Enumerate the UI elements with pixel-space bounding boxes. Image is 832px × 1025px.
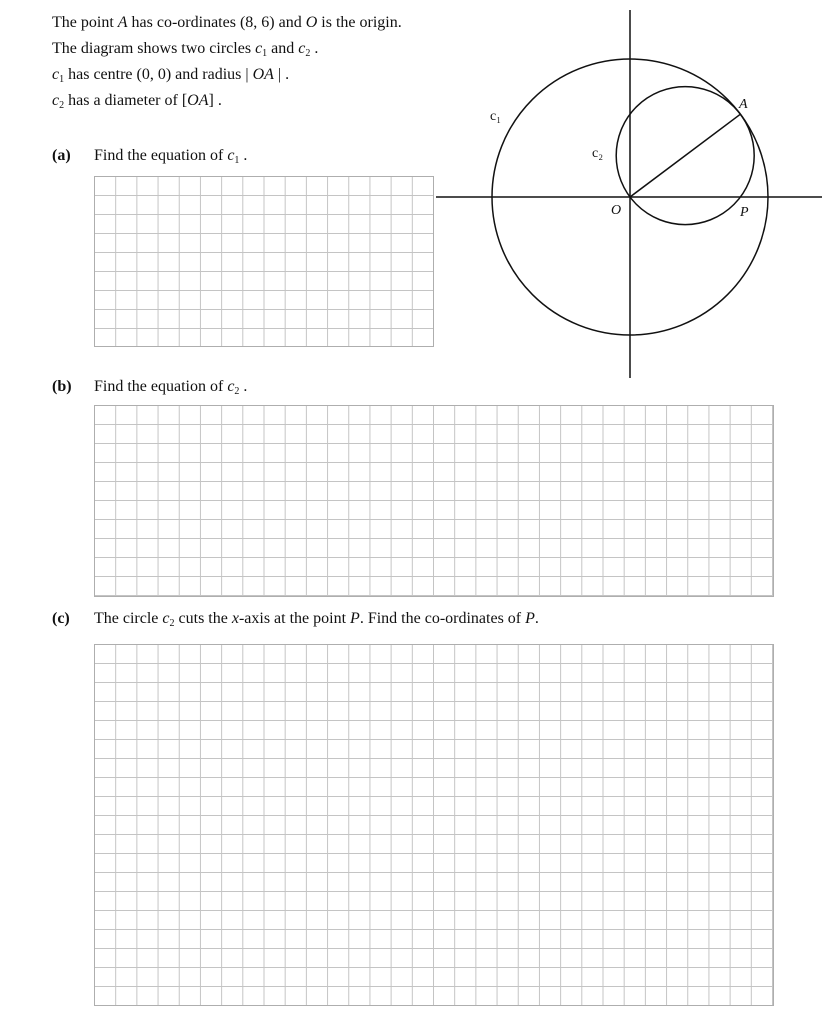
label-c2: c₂ <box>592 146 604 161</box>
question-text: The circle <box>94 610 163 627</box>
intro-text: has co-ordinates <box>127 14 240 31</box>
label-c1: c₁ <box>490 109 502 124</box>
circle-c2-symbol: c <box>162 610 170 627</box>
intro-text: . <box>310 40 319 57</box>
label-a: A <box>739 97 748 112</box>
intro-text: and <box>267 40 299 57</box>
subscript: 1 <box>59 74 65 85</box>
question-text: Find the equation of <box>94 147 228 164</box>
answer-grid-b[interactable] <box>94 405 774 597</box>
intro-text: The point <box>52 14 118 31</box>
intro-text: and <box>274 14 306 31</box>
part-c-question <box>94 610 539 629</box>
subscript: 1 <box>234 155 240 166</box>
intro-text: has centre (0, 0) and radius | <box>64 66 253 83</box>
question-text: -axis at the point <box>238 610 351 627</box>
point-p-symbol: P <box>350 610 360 627</box>
intro-text: has a diameter of [ <box>64 92 188 109</box>
subscript: 1 <box>262 48 268 59</box>
intro-text: | . <box>273 66 290 83</box>
circle-c1-symbol: c <box>227 147 235 164</box>
question-text: Find the equation of <box>94 378 228 395</box>
intro-line-1 <box>52 14 402 32</box>
segment-oa <box>630 114 740 197</box>
question-text: . <box>239 147 248 164</box>
answer-grid-a[interactable] <box>94 176 434 347</box>
circle-c2-symbol: c <box>298 40 306 57</box>
circle-c1-symbol: c <box>255 40 263 57</box>
circle-c2-symbol: c <box>52 92 60 109</box>
label-o: O <box>611 203 622 218</box>
circle-c2-symbol: c <box>227 378 235 395</box>
intro-line-4 <box>52 92 222 111</box>
subscript: 2 <box>234 386 240 397</box>
circle-c1-symbol: c <box>52 66 60 83</box>
point-p-symbol: P <box>525 610 535 627</box>
point-a-label: A <box>117 14 128 31</box>
question-text: . <box>534 610 539 627</box>
question-text: cuts the <box>174 610 232 627</box>
question-text: . <box>239 378 248 395</box>
x-axis-symbol: x <box>231 610 239 627</box>
subscript: 2 <box>305 48 311 59</box>
part-c-label: (c) <box>52 610 70 627</box>
segment-oa: OA <box>252 66 274 83</box>
label-p: P <box>740 205 749 220</box>
coordinates-value: (8, 6) <box>239 14 275 31</box>
intro-line-2 <box>52 40 318 59</box>
subscript: 2 <box>169 618 175 629</box>
subscript: 2 <box>59 100 65 111</box>
part-b-label: (b) <box>52 378 72 395</box>
question-text: . Find the co-ordinates of <box>359 610 526 627</box>
part-b-question <box>94 378 247 397</box>
origin-label: O <box>305 14 318 31</box>
intro-text: The diagram shows two circles <box>52 40 256 57</box>
answer-grid-c[interactable] <box>94 644 774 1006</box>
part-a-label: (a) <box>52 147 71 164</box>
intro-text: is the origin. <box>317 14 402 31</box>
intro-text: ] . <box>208 92 222 109</box>
part-a-question <box>94 147 247 166</box>
circles-diagram <box>430 0 830 385</box>
segment-oa: OA <box>187 92 209 109</box>
intro-line-3 <box>52 66 289 85</box>
